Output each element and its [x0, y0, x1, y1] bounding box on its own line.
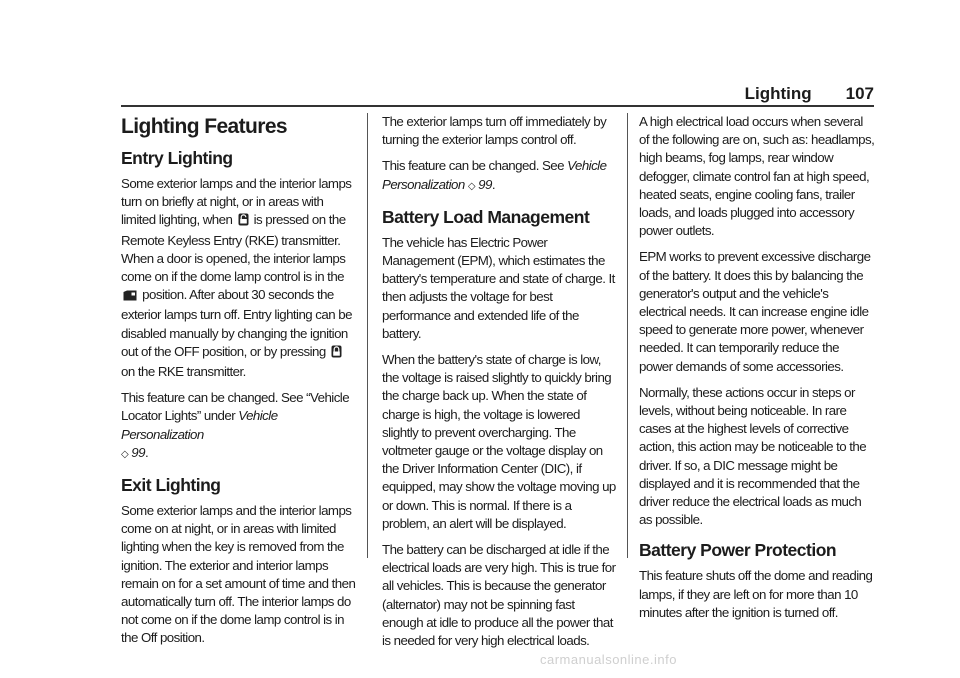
header-rule: [121, 105, 874, 107]
battery-power-protection-heading: Battery Power Protection: [639, 540, 837, 561]
vehicle-personalization-link[interactable]: Vehicle Personalization: [121, 408, 278, 442]
entry-lighting-paragraph: Some exterior lamps and the interior lamps turn on briefly at night, or in areas with limited lighting, when is pressed on the Remote Keyless Entry (RKE) transmitter. When a door is opened, the interior lamps come on if the dome lamp control is in the position. After about 30 seconds the exterior lamps turn off. Entry lighting can be disabled manually by changing the ignition out of the OFF position, or by pressing on the RKE transmitter.: [121, 176, 352, 380]
electrical-load-paragraph: A high electrical load occurs when several of the following are on, such as: headlamps, high beams, fog lamps, rear window defogger, climate control fan at high speed, heated seats, engine cooling fans, trailer loads, and loads plugged into accessory power outlets.: [639, 114, 875, 239]
entry-lighting-see-also: This feature can be changed. See “Vehicle Locator Lights” under Vehicle Personalization ◇ 99.: [121, 390, 350, 460]
running-header: [745, 84, 874, 104]
page-ref[interactable]: 99: [478, 176, 492, 192]
exit-lighting-paragraph: Some exterior lamps and the interior lamps come on at night, or in areas with limited lighting when the key is removed from the ignition. The exterior and interior lamps remain on for a set amount of time and then automatically turn off. The interior lamps do not come on if the dome lamp control is in the Off position.: [121, 503, 356, 646]
column-1: [121, 113, 357, 656]
page-title: Lighting Features: [121, 115, 287, 138]
entry-lighting-heading: Entry Lighting: [121, 148, 233, 168]
page-ref[interactable]: 99: [131, 444, 145, 460]
page-number: 107: [845, 84, 874, 103]
battery-paragraph-3: The battery can be discharged at idle if the electrical loads are very high. This is true for all vehicles. This is because the generator (alternator) may not be spinning fast enough at idle to produce all the power that is needed for very high electrical loads.: [382, 542, 616, 649]
page-ref-triangle-icon: ◇: [467, 180, 475, 192]
vehicle-personalization-link[interactable]: Vehicle Personalization: [382, 158, 607, 192]
lock-icon: [331, 345, 342, 363]
epm-paragraph: EPM works to prevent excessive discharge of the battery. It does this by balancing the generator's output and the vehicle's electrical needs. It can increase engine idle speed to generate more power, whenever needed. It can temporarily reduce the power demands of some accessories.: [639, 249, 871, 374]
battery-paragraph-1: The vehicle has Electric Power Management (EPM), which estimates the battery's temperature and state of charge. It then adjusts the voltage for best performance and extended life of the battery.: [382, 234, 615, 341]
section-name: Lighting: [744, 84, 812, 103]
column-3: [639, 113, 875, 630]
column-2: [382, 113, 618, 658]
unlock-icon: [238, 213, 249, 231]
exit-lighting-see-also: This feature can be changed. See Vehicle Personalization ◇ 99.: [382, 158, 607, 192]
battery-load-management-heading: Battery Load Management: [382, 206, 590, 227]
column-divider: [367, 113, 368, 558]
column-divider: [627, 113, 628, 558]
exit-lighting-paragraph-2: The exterior lamps turn off immediately by turning the exterior lamps control off.: [382, 114, 607, 148]
battery-paragraph-2: When the battery's state of charge is low, the voltage is raised slightly to quickly bring the charge back up. When the state of charge is high, the voltage is lowered slightly to prevent overcharging. The voltmeter gauge or the voltage display on the Driver Information Center (DIC), if equipped, may show the voltage moving up or down. This is normal. If there is a problem, an alert will be displayed.: [382, 352, 616, 531]
corrective-action-paragraph: Normally, these actions occur in steps or levels, without being noticeable. In rare cases at the highest levels of corrective action, this action may be noticeable to the driver. If so, a DIC message might be displayed and it is recommended that the driver reduce the electrical loads as much as possible.: [639, 384, 867, 528]
door-icon: [123, 288, 137, 306]
battery-protection-paragraph: This feature shuts off the dome and reading lamps, if they are left on for more than 10 minutes after the ignition is turned off.: [639, 568, 873, 620]
page-ref-triangle-icon: ◇: [121, 448, 129, 460]
exit-lighting-heading: Exit Lighting: [121, 475, 221, 496]
watermark: carmanualsonline.info: [540, 652, 677, 667]
